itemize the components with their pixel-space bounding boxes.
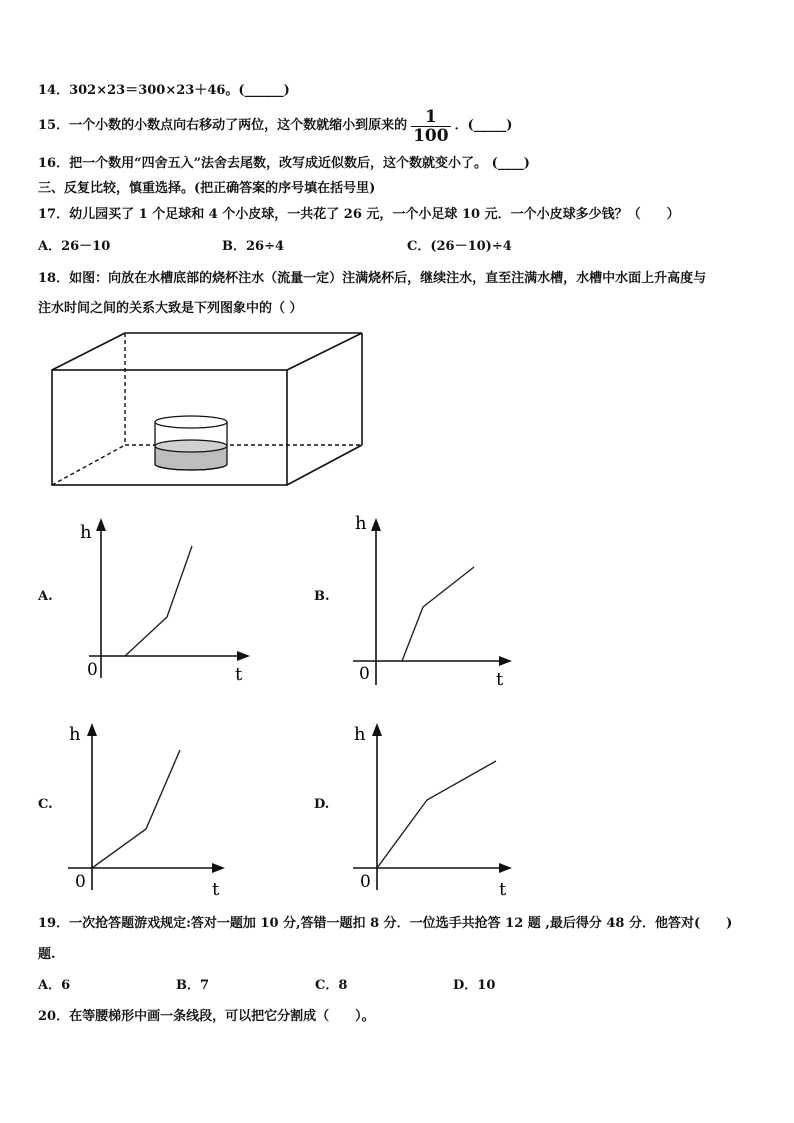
beaker <box>155 416 227 470</box>
graph-a <box>75 510 265 690</box>
question-19-line2: 题. <box>38 947 56 962</box>
question-15 <box>38 106 512 146</box>
water-tank-figure <box>40 325 380 495</box>
graph-c-origin: 0 <box>75 872 86 892</box>
question-16: 16．把一个数用“四舍五入”法舍去尾数，改写成近似数后，这个数就变小了。 (____) <box>38 156 530 171</box>
q17-option-c: C．(26－10)÷4 <box>407 239 512 254</box>
question-18-line1: 18．如图：向放在水槽底部的烧杯注水（流量一定）注满烧杯后，继续注水，直至注满水槽，水槽中水面上升高度与 <box>38 271 707 286</box>
question-15-prefix: 15．一个小数的小数点向右移动了两位，这个数就缩小到原来的 <box>38 118 408 133</box>
graph-b-y-label: h <box>355 513 367 534</box>
q17-option-b: B．26÷4 <box>222 239 285 254</box>
graph-c-letter: C. <box>38 797 53 812</box>
graph-d <box>350 715 540 900</box>
graph-a-origin: 0 <box>87 660 98 680</box>
question-18-line2: 注水时间之间的关系大致是下列图象中的（ ） <box>38 301 303 316</box>
q19-option-b: B．7 <box>176 978 210 993</box>
graph-a-letter: A. <box>38 589 53 604</box>
question-19-line1: 19．一次抢答题游戏规定:答对一题加 10 分,答错一题扣 8 分．一位选手共抢答 12 题 ,最后得分 48 分．他答对( ) <box>38 916 733 931</box>
fraction-numerator: 1 <box>424 106 437 127</box>
graph-d-letter: D. <box>314 797 330 812</box>
question-17: 17．幼儿园买了 1 个足球和 4 个小皮球，一共花了 26 元，一个小足球 10 元．一个小皮球多少钱？（ ） <box>38 207 680 222</box>
question-15-suffix: ．(_____) <box>454 118 513 133</box>
graph-c <box>65 715 245 900</box>
q19-option-d: D．10 <box>453 978 496 993</box>
q19-option-c: C．8 <box>315 978 348 993</box>
graph-a-x-label: t <box>235 664 243 685</box>
q19-option-a: A．6 <box>38 978 71 993</box>
graph-d-x-label: t <box>499 879 507 900</box>
section-heading: 三、反复比较，慎重选择。(把正确答案的序号填在括号里) <box>38 181 376 196</box>
graph-b-letter: B. <box>314 589 330 604</box>
fraction-denominator: 100 <box>413 125 449 146</box>
question-14: 14．302×23＝300×23＋46。(______) <box>38 83 290 98</box>
fraction <box>411 108 451 145</box>
graph-c-x-label: t <box>212 879 220 900</box>
graph-c-y-label: h <box>69 724 81 745</box>
graph-b-x-label: t <box>496 669 504 690</box>
graph-b-origin: 0 <box>359 664 370 684</box>
question-20: 20．在等腰梯形中画一条线段，可以把它分割成（ ）。 <box>38 1009 375 1024</box>
graph-b <box>350 505 540 695</box>
graph-d-origin: 0 <box>360 872 371 892</box>
q17-option-a: A．26－10 <box>38 239 111 254</box>
graph-d-y-label: h <box>354 724 366 745</box>
graph-a-y-label: h <box>80 522 92 543</box>
